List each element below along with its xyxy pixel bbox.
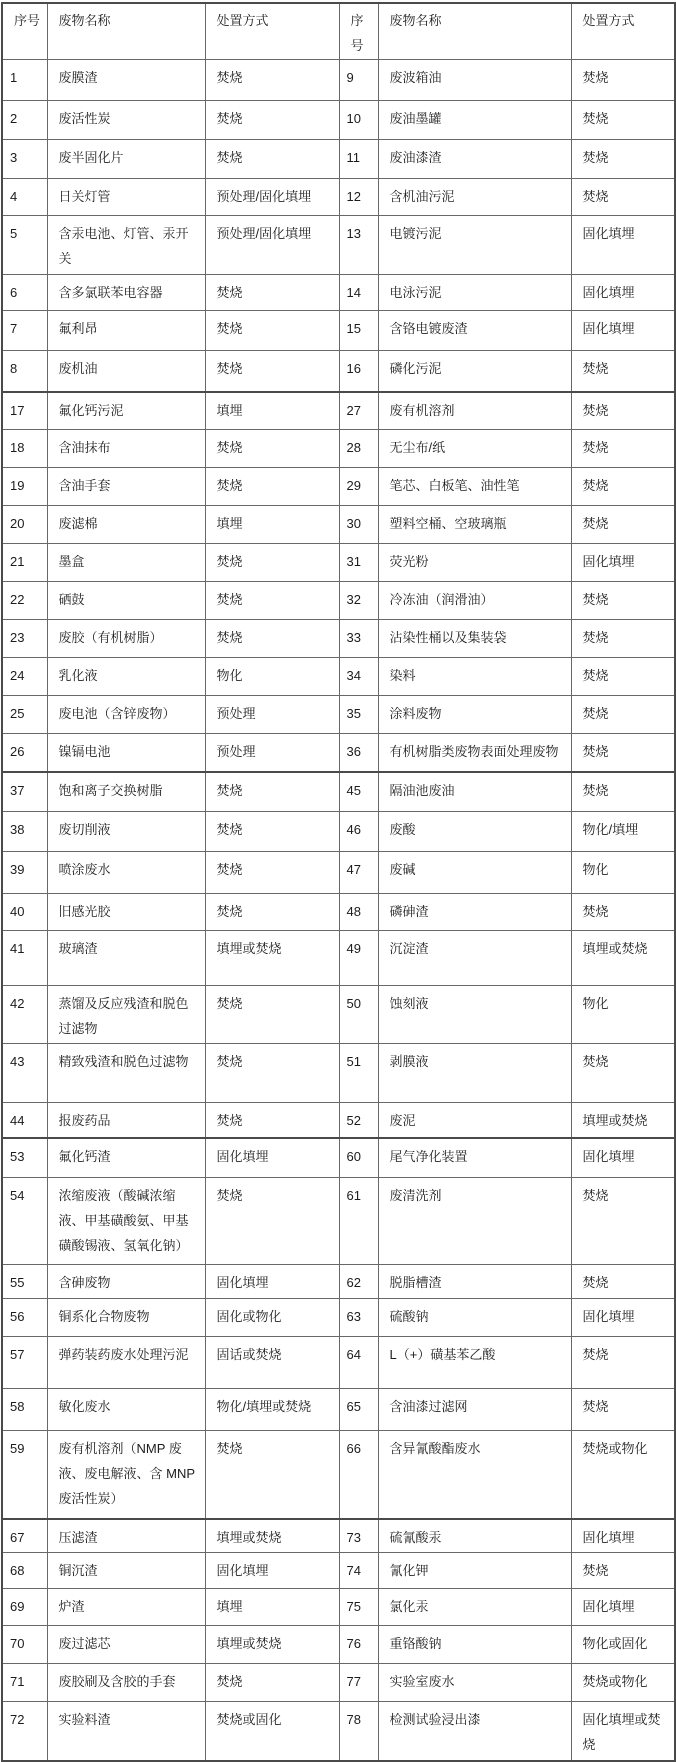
row-number-cell: 1 [2,60,47,101]
disposal-method-cell: 焚烧或固化 [205,1702,339,1761]
disposal-method-cell: 固化填埋或焚烧 [571,1702,675,1761]
table-row [2,544,675,582]
disposal-method-cell: 焚烧 [571,392,675,430]
waste-name-cell: 含油抹布 [47,430,205,468]
disposal-method-cell: 焚烧 [205,812,339,852]
waste-name-cell: 涂料废物 [378,696,571,734]
row-number-cell: 14 [339,275,378,311]
table-row [2,582,675,620]
table-row [2,658,675,696]
waste-name-cell: 含铬电镀废渣 [378,311,571,351]
waste-name-cell: 敏化废水 [47,1389,205,1431]
disposal-method-cell: 填埋或焚烧 [205,931,339,986]
row-number-cell: 8 [2,351,47,392]
row-number-cell: 62 [339,1265,378,1299]
row-number-cell: 48 [339,894,378,931]
row-number-cell: 46 [339,812,378,852]
table-row [2,468,675,506]
row-number-cell: 65 [339,1389,378,1431]
table-row [2,1138,675,1178]
row-number-cell: 31 [339,544,378,582]
row-number-cell: 60 [339,1138,378,1178]
row-number-cell: 69 [2,1589,47,1626]
row-number-cell: 73 [339,1519,378,1553]
table-row [2,216,675,275]
waste-name-cell: 废泥 [378,1103,571,1138]
disposal-method-cell: 固化填埋 [571,544,675,582]
waste-name-cell: 废有机溶剂（NMP 废液、废电解液、含 MNP 废活性炭） [47,1431,205,1519]
waste-name-cell: 含油漆过滤网 [378,1389,571,1431]
row-number-cell: 70 [2,1626,47,1664]
disposal-method-cell: 固化填埋 [205,1138,339,1178]
waste-name-cell: 含汞电池、灯管、汞开关 [47,216,205,275]
waste-name-cell: 含油手套 [47,468,205,506]
disposal-method-cell: 焚烧 [571,506,675,544]
table-row [2,392,675,430]
waste-name-cell: 硒鼓 [47,582,205,620]
disposal-method-cell: 焚烧 [571,772,675,812]
waste-name-cell: 染料 [378,658,571,696]
waste-name-cell: 脱脂槽渣 [378,1265,571,1299]
row-number-cell: 39 [2,852,47,894]
row-number-cell: 59 [2,1431,47,1519]
row-number-cell: 19 [2,468,47,506]
waste-name-cell: 氟化钙渣 [47,1138,205,1178]
disposal-method-cell: 物化 [205,658,339,696]
row-number-cell: 47 [339,852,378,894]
waste-name-cell: 氟化钙污泥 [47,392,205,430]
table-row [2,931,675,986]
row-number-cell: 23 [2,620,47,658]
disposal-method-cell: 填埋或焚烧 [205,1519,339,1553]
waste-name-cell: 报废药品 [47,1103,205,1138]
waste-name-cell: 墨盒 [47,544,205,582]
waste-name-cell: 实验室废水 [378,1664,571,1702]
disposal-method-cell: 固化填埋 [571,216,675,275]
table-row [2,620,675,658]
row-number-cell: 71 [2,1664,47,1702]
disposal-method-cell: 焚烧 [571,430,675,468]
waste-name-cell: 有机树脂类废物表面处理废物 [378,734,571,772]
table-row [2,1553,675,1589]
row-number-cell: 20 [2,506,47,544]
row-number-cell: 9 [339,60,378,101]
waste-name-cell: 磷化污泥 [378,351,571,392]
waste-name-cell: 检测试验浸出漆 [378,1702,571,1761]
waste-name-cell: 精致残渣和脱色过滤物 [47,1044,205,1103]
waste-name-cell: 废滤棉 [47,506,205,544]
row-number-cell: 58 [2,1389,47,1431]
table-row [2,852,675,894]
disposal-method-cell: 焚烧 [205,1044,339,1103]
disposal-method-cell: 固化填埋 [205,1553,339,1589]
disposal-method-cell: 预处理 [205,696,339,734]
waste-name-cell: 废油漆渣 [378,140,571,179]
disposal-method-cell: 焚烧 [571,101,675,140]
row-number-cell: 43 [2,1044,47,1103]
row-number-cell: 51 [339,1044,378,1103]
table-row [2,1044,675,1103]
row-number-cell: 72 [2,1702,47,1761]
waste-name-cell: 氯化汞 [378,1589,571,1626]
row-number-cell: 18 [2,430,47,468]
disposal-method-cell: 焚烧 [571,468,675,506]
disposal-method-cell: 焚烧 [205,101,339,140]
disposal-method-cell: 物化/填埋 [571,812,675,852]
table-row [2,1431,675,1519]
disposal-method-cell: 填埋 [205,392,339,430]
row-number-cell: 78 [339,1702,378,1761]
waste-name-cell: 蒸馏及反应残渣和脱色过滤物 [47,986,205,1044]
waste-name-cell: 硫酸钠 [378,1299,571,1337]
waste-name-cell: 沉淀渣 [378,931,571,986]
disposal-method-cell: 焚烧 [571,179,675,216]
row-number-cell: 27 [339,392,378,430]
row-number-cell: 61 [339,1178,378,1265]
waste-name-cell: 氟利昂 [47,311,205,351]
row-number-cell: 13 [339,216,378,275]
disposal-method-cell: 焚烧 [205,544,339,582]
row-number-cell: 29 [339,468,378,506]
waste-name-cell: 旧感光胶 [47,894,205,931]
row-number-cell: 16 [339,351,378,392]
disposal-method-cell: 固化填埋 [571,1299,675,1337]
waste-name-cell: 饱和离子交换树脂 [47,772,205,812]
waste-name-cell: 废有机溶剂 [378,392,571,430]
disposal-method-cell: 焚烧 [205,430,339,468]
waste-name-cell: 剥膜液 [378,1044,571,1103]
disposal-method-cell: 焚烧 [205,311,339,351]
waste-name-cell: 废过滤芯 [47,1626,205,1664]
row-number-cell: 49 [339,931,378,986]
waste-name-cell: 氰化钾 [378,1553,571,1589]
table-row [2,506,675,544]
column-header: 废物名称 [47,3,205,60]
row-number-cell: 54 [2,1178,47,1265]
row-number-cell: 28 [339,430,378,468]
disposal-method-cell: 固化填埋 [571,311,675,351]
disposal-method-cell: 填埋或焚烧 [571,931,675,986]
table-row [2,1389,675,1431]
row-number-cell: 63 [339,1299,378,1337]
row-number-cell: 32 [339,582,378,620]
table-row [2,311,675,351]
waste-name-cell: 废膜渣 [47,60,205,101]
row-number-cell: 52 [339,1103,378,1138]
waste-name-cell: 尾气净化装置 [378,1138,571,1178]
row-number-cell: 74 [339,1553,378,1589]
table-row [2,275,675,311]
row-number-cell: 66 [339,1431,378,1519]
disposal-method-cell: 焚烧 [205,1664,339,1702]
row-number-cell: 41 [2,931,47,986]
table-row [2,430,675,468]
row-number-cell: 30 [339,506,378,544]
waste-name-cell: 冷冻油（润滑油） [378,582,571,620]
waste-name-cell: 废波箱油 [378,60,571,101]
table-row [2,351,675,392]
disposal-method-cell: 焚烧 [571,60,675,101]
waste-name-cell: 日关灯管 [47,179,205,216]
row-number-cell: 64 [339,1337,378,1389]
waste-name-cell: 喷涂废水 [47,852,205,894]
row-number-cell: 75 [339,1589,378,1626]
table-row [2,1299,675,1337]
row-number-cell: 50 [339,986,378,1044]
disposal-method-cell: 焚烧或物化 [571,1664,675,1702]
disposal-method-cell: 固化填埋 [571,1589,675,1626]
table-row [2,772,675,812]
disposal-method-cell: 焚烧 [205,1178,339,1265]
row-number-cell: 56 [2,1299,47,1337]
row-number-cell: 2 [2,101,47,140]
disposal-method-cell: 填埋或焚烧 [571,1103,675,1138]
disposal-method-cell: 填埋或焚烧 [205,1626,339,1664]
disposal-method-cell: 固化填埋 [571,1138,675,1178]
disposal-method-cell: 预处理/固化填埋 [205,216,339,275]
disposal-method-cell: 焚烧或物化 [571,1431,675,1519]
waste-name-cell: 废胶刷及含胶的手套 [47,1664,205,1702]
row-number-cell: 4 [2,179,47,216]
waste-name-cell: 硫氰酸汞 [378,1519,571,1553]
column-header: 废物名称 [378,3,571,60]
waste-name-cell: 含机油污泥 [378,179,571,216]
waste-name-cell: 废胶（有机树脂） [47,620,205,658]
disposal-method-cell: 焚烧 [571,1178,675,1265]
disposal-method-cell: 固化填埋 [205,1265,339,1299]
disposal-method-cell: 固化或物化 [205,1299,339,1337]
waste-name-cell: 沾染性桶以及集装袋 [378,620,571,658]
waste-name-cell: 废油墨罐 [378,101,571,140]
waste-name-cell: 废活性炭 [47,101,205,140]
row-number-cell: 35 [339,696,378,734]
row-number-cell: 57 [2,1337,47,1389]
row-number-cell: 7 [2,311,47,351]
disposal-method-cell: 焚烧 [571,1389,675,1431]
row-number-cell: 40 [2,894,47,931]
waste-name-cell: 浓缩废液（酸碱浓缩液、甲基磺酸氨、甲基磺酸锡液、氢氧化钠） [47,1178,205,1265]
waste-name-cell: 笔芯、白板笔、油性笔 [378,468,571,506]
waste-name-cell: 蚀刻液 [378,986,571,1044]
disposal-method-cell: 焚烧 [205,468,339,506]
row-number-cell: 33 [339,620,378,658]
disposal-method-cell: 焚烧 [205,60,339,101]
header-row [2,3,675,60]
row-number-cell: 76 [339,1626,378,1664]
row-number-cell: 45 [339,772,378,812]
disposal-method-cell: 物化或固化 [571,1626,675,1664]
row-number-cell: 53 [2,1138,47,1178]
table-row [2,1626,675,1664]
row-number-cell: 5 [2,216,47,275]
row-number-cell: 21 [2,544,47,582]
row-number-cell: 6 [2,275,47,311]
row-number-cell: 68 [2,1553,47,1589]
disposal-method-cell: 填埋 [205,1589,339,1626]
disposal-method-cell: 物化 [571,852,675,894]
waste-name-cell: 废切削液 [47,812,205,852]
disposal-method-cell: 物化 [571,986,675,1044]
waste-name-cell: 电泳污泥 [378,275,571,311]
waste-name-cell: 含砷废物 [47,1265,205,1299]
waste-name-cell: 含异氰酸酯废水 [378,1431,571,1519]
disposal-method-cell: 固话或焚烧 [205,1337,339,1389]
disposal-method-cell: 焚烧 [571,658,675,696]
waste-name-cell: 无尘布/纸 [378,430,571,468]
waste-name-cell: 废电池（含锌废物） [47,696,205,734]
waste-name-cell: 废酸 [378,812,571,852]
row-number-cell: 42 [2,986,47,1044]
waste-name-cell: 废机油 [47,351,205,392]
table-row [2,140,675,179]
row-number-cell: 34 [339,658,378,696]
disposal-method-cell: 焚烧 [571,582,675,620]
table-row [2,1702,675,1761]
waste-name-cell: 铜系化合物废物 [47,1299,205,1337]
disposal-method-cell: 焚烧 [571,1265,675,1299]
disposal-method-cell: 焚烧 [205,1103,339,1138]
row-number-cell: 22 [2,582,47,620]
waste-name-cell: 隔油池废油 [378,772,571,812]
waste-name-cell: 镍镉电池 [47,734,205,772]
table-row [2,1178,675,1265]
waste-name-cell: L（+）磺基苯乙酸 [378,1337,571,1389]
disposal-method-cell: 焚烧 [205,1431,339,1519]
disposal-method-cell: 焚烧 [205,894,339,931]
disposal-method-cell: 物化/填埋或焚烧 [205,1389,339,1431]
disposal-method-cell: 固化填埋 [571,275,675,311]
disposal-method-cell: 焚烧 [571,1553,675,1589]
row-number-cell: 25 [2,696,47,734]
disposal-method-cell: 预处理 [205,734,339,772]
disposal-method-cell: 焚烧 [205,852,339,894]
disposal-method-cell: 焚烧 [205,620,339,658]
disposal-method-cell: 焚烧 [205,140,339,179]
waste-name-cell: 废半固化片 [47,140,205,179]
disposal-method-cell: 焚烧 [571,696,675,734]
disposal-method-cell: 焚烧 [571,894,675,931]
disposal-method-cell: 焚烧 [571,734,675,772]
row-number-cell: 36 [339,734,378,772]
row-number-cell: 55 [2,1265,47,1299]
disposal-method-cell: 焚烧 [205,772,339,812]
waste-name-cell: 磷砷渣 [378,894,571,931]
waste-name-cell: 废清洗剂 [378,1178,571,1265]
waste-name-cell: 炉渣 [47,1589,205,1626]
disposal-method-cell: 焚烧 [571,140,675,179]
row-number-cell: 15 [339,311,378,351]
table-header [2,3,675,60]
row-number-cell: 10 [339,101,378,140]
table-row [2,734,675,772]
waste-name-cell: 实验料渣 [47,1702,205,1761]
row-number-cell: 44 [2,1103,47,1138]
disposal-method-cell: 焚烧 [571,620,675,658]
column-header: 处置方式 [571,3,675,60]
disposal-method-cell: 焚烧 [205,986,339,1044]
table-row [2,696,675,734]
disposal-method-cell: 预处理/固化填埋 [205,179,339,216]
row-number-cell: 26 [2,734,47,772]
row-number-cell: 37 [2,772,47,812]
column-header: 序号 [339,3,378,60]
table-row [2,1589,675,1626]
table-row [2,1664,675,1702]
disposal-method-cell: 焚烧 [571,351,675,392]
disposal-method-cell: 焚烧 [205,582,339,620]
table-row [2,101,675,140]
table-body [2,60,675,1761]
row-number-cell: 77 [339,1664,378,1702]
row-number-cell: 17 [2,392,47,430]
waste-name-cell: 荧光粉 [378,544,571,582]
waste-name-cell: 压滤渣 [47,1519,205,1553]
row-number-cell: 38 [2,812,47,852]
column-header: 序号 [2,3,47,60]
waste-name-cell: 玻璃渣 [47,931,205,986]
disposal-method-cell: 焚烧 [205,351,339,392]
row-number-cell: 11 [339,140,378,179]
waste-name-cell: 铜沉渣 [47,1553,205,1589]
disposal-method-cell: 填埋 [205,506,339,544]
waste-name-cell: 乳化液 [47,658,205,696]
waste-name-cell: 废碱 [378,852,571,894]
disposal-method-cell: 焚烧 [571,1337,675,1389]
table-row [2,812,675,852]
waste-name-cell: 重铬酸钠 [378,1626,571,1664]
waste-name-cell: 弹药装药废水处理污泥 [47,1337,205,1389]
table-row [2,1103,675,1138]
row-number-cell: 67 [2,1519,47,1553]
waste-disposal-table [1,2,676,1762]
table-row [2,1337,675,1389]
table-row [2,60,675,101]
table-row [2,179,675,216]
disposal-method-cell: 固化填埋 [571,1519,675,1553]
disposal-method-cell: 焚烧 [571,1044,675,1103]
row-number-cell: 3 [2,140,47,179]
waste-name-cell: 电镀污泥 [378,216,571,275]
row-number-cell: 24 [2,658,47,696]
table-row [2,986,675,1044]
disposal-method-cell: 焚烧 [205,275,339,311]
table-row [2,894,675,931]
waste-name-cell: 含多氯联苯电容器 [47,275,205,311]
waste-name-cell: 塑料空桶、空玻璃瓶 [378,506,571,544]
table-row [2,1265,675,1299]
row-number-cell: 12 [339,179,378,216]
table-row [2,1519,675,1553]
column-header: 处置方式 [205,3,339,60]
